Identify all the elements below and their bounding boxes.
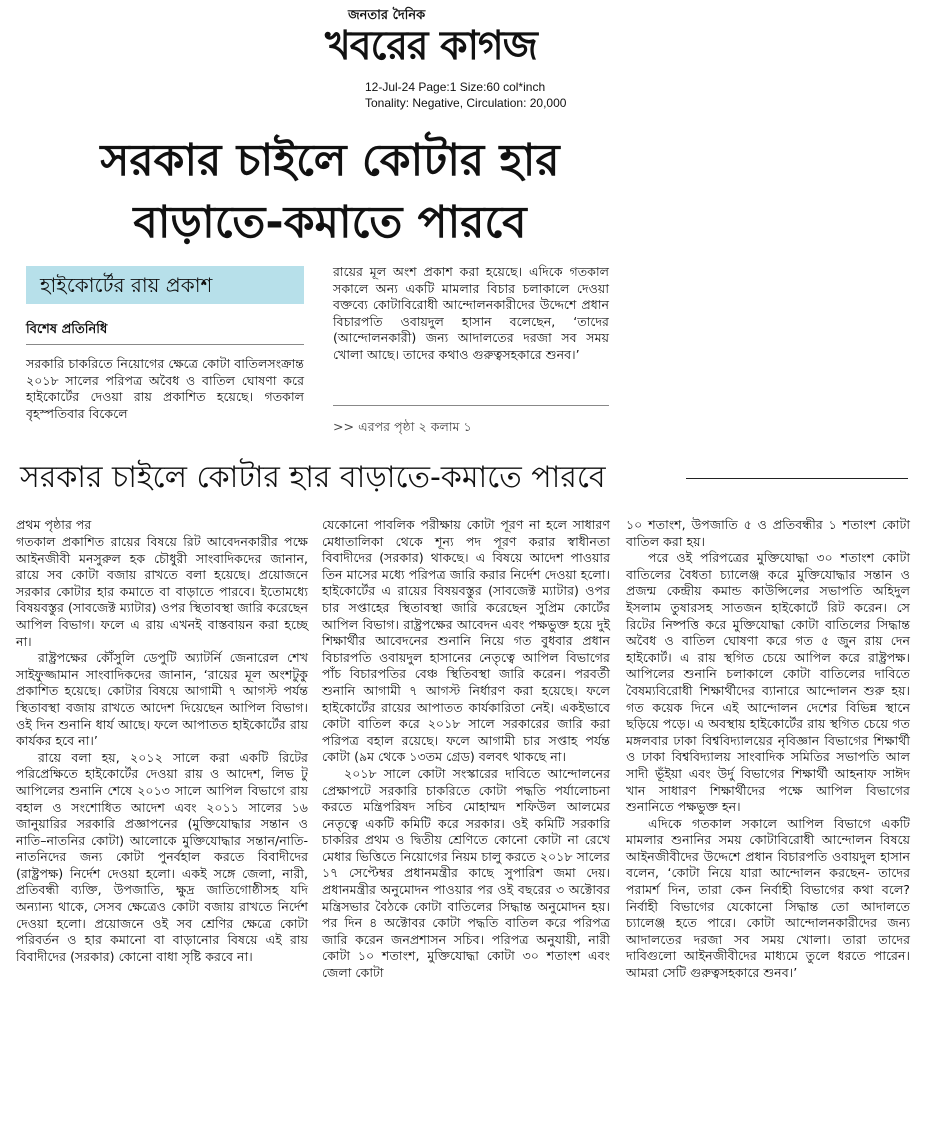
- masthead-kicker: জনতার দৈনিক: [348, 8, 426, 23]
- clipping-meta-tonality: Tonality: Negative, Circulation: 20,000: [365, 96, 567, 110]
- body-paragraph: রায়ে বলা হয়, ২০১২ সালে করা একটি রিটের পরিপ্রেক্ষিতে হাইকোর্টের দেওয়া রায় ও আদেশ, লিভ টু আপিলের শুনানি শেষে ২০১৩ সালে আপিল বিভাগে রায় বহাল ও সংশোধিত আদেশ এবং ২০১১ সালের ১৬ জানুয়ারির সরকারি প্রজ্ঞাপনের (মুক্তিযোদ্ধার সন্তান ও নাতি–নাতনির কোটা) আলোকে মুক্তিযোদ্ধার সন্তান/নাতি-নাতনিদের জন্য কোটা পুনর্বহাল করতে বিবাদীদের (রাষ্ট্রপক্ষ) নির্দেশ দেওয়া হলো। একই সঙ্গে জেলা, নারী, প্রতিবন্ধী ব্যক্তি, উপজাতি, ক্ষুদ্র জাতিগোষ্ঠীসহ যদি অন্যান্য থাকে, সেসব ক্ষেত্রেও কোটা বজায় রাখতে নির্দেশ দেওয়া হলো। প্রয়োজনে ওই সব শ্রেণির ক্ষেত্রে কোটা পরিবর্তন ও হার কমানো বা বাড়ানোর বিষয়ে এই রায় বিবাদীদের (সরকার) কোনো বাধা সৃষ্টি করবে না।: [16, 749, 308, 964]
- intro-paragraph-left: সরকারি চাকরিতে নিয়োগের ক্ষেত্রে কোটা বাতিলসংক্রান্ত ২০১৮ সালের পরিপত্র অবৈধ ও বাতিল ঘোষণা করে হাইকোর্টের দেওয়া রায় প্রকাশিত হয়েছে। গতকাল বৃহস্পতিবার বিকেলে: [26, 356, 304, 421]
- continuation-headline: সরকার চাইলে কোটার হার বাড়াতে-কমাতে পারবে: [20, 460, 606, 495]
- headline-rule: [686, 478, 908, 479]
- body-paragraph: গতকাল প্রকাশিত রায়ের বিষয়ে রিট আবেদনকারীর পক্ষে আইনজীবী মনসুরুল হক চৌধুরী সাংবাদিকদের জানান, রায়ে সব কোটা বজায় রাখতে বলা হয়েছে। প্রয়োজনে সরকার কোটার হার কমাতে বা বাড়াতে পারবে। ইতোমধ্যে বিষয়বস্তুর (সাবজেক্ট ম্যাটার) ওপর স্থিতাবস্থা জারি করেছেন আপিল বিভাগ। ফলে এ রায় এখনই বাস্তবায়ন করা হচ্ছে না।: [16, 534, 308, 649]
- clipping-meta-date: 12-Jul-24 Page:1 Size:60 col*inch: [365, 80, 546, 94]
- body-paragraph: রাষ্ট্রপক্ষের কৌঁসুলি ডেপুটি অ্যাটর্নি জেনারেল শেখ সাইফুজ্জামান সাংবাদিকদের জানান, ‘রায়ের মূল অংশটুকু প্রকাশিত হয়েছে। কোটার বিষয়ে আগামী ৭ আগস্ট পর্যন্ত স্থিতাবস্থা বজায় রাখতে আদেশ দিয়েছেন আপিল বিভাগ। ওই দিন শুনানি ধার্য আছে। ফলে আপাতত হাইকোর্টের রায় কার্যকর হবে না।’: [16, 650, 308, 749]
- body-column-3: [626, 517, 910, 982]
- article-headline: সরকার চাইলে কোটার হার বাড়াতে-কমাতে পারবে: [100, 135, 560, 248]
- body-paragraph: ২০১৮ সালে কোটা সংস্কারের দাবিতে আন্দোলনের প্রেক্ষাপটে সরকারি চাকরিতে কোটা পদ্ধতি পর্যালোচনা করতে মন্ত্রিপরিষদ সচিব মোহাম্মদ শফিউল আলমের নেতৃত্বে একটি কমিটি করে সরকার। ওই কমিটি সরকারি চাকরির প্রথম ও দ্বিতীয় শ্রেণিতে কোনো কোটা না রেখে মেধার ভিত্তিতে নিয়োগের নিয়ম চালু করতে ২০১৮ সালের ১৭ সেপ্টেম্বর প্রধানমন্ত্রীর কাছে সুপারিশ জমা দেয়। প্রধানমন্ত্রীর অনুমোদন পাওয়ার পর ওই বছরের ৩ অক্টোবর মন্ত্রিসভার বৈঠকে কোটা বাতিলের সিদ্ধান্ত অনুমোদন হয়। পর দিন ৪ অক্টোবর কোটা পদ্ধতি বাতিল করে পরিপত্র জারি করেন জনপ্রশাসন সচিব। পরিপত্র অনুযায়ী, নারী কোটা ১০ শতাংশ, মুক্তিযোদ্ধা কোটা ৩০ শতাংশ এবং জেলা কোটা: [322, 765, 610, 981]
- article-kicker: হাইকোর্টের রায় প্রকাশ: [40, 273, 213, 297]
- body-paragraph: ১০ শতাংশ, উপজাতি ৫ ও প্রতিবন্ধীর ১ শতাংশ কোটা বাতিল করা হয়।: [626, 517, 910, 549]
- body-paragraph: এদিকে গতকাল সকালে আপিল বিভাগে একটি মামলার শুনানির সময় কোটাবিরোধী আন্দোলন বিষয়ে আইনজীবীদের উদ্দেশে প্রধান বিচারপতি ওবায়দুল হাসান বলেন, ‘কোটা নিয়ে যারা আন্দোলন করছেন- তাদের পরামর্শ দিন, তারা কেন নির্বাহী বিভাগের কথা বলে? নির্বাহী বিভাগের যেকোনো সিদ্ধান্ত তো আদালতে চ্যালেঞ্জ হতে পারে। কোটা আন্দোলনকারীদের জন্য আদালতের দরজা সব সময় খোলা। তারা তাদের দাবিগুলো আইনজীবীদের মাধ্যমে তুলে ধরতে পারেন। আমরা সেটি গুরুত্বসহকারে শুনব।’: [626, 815, 910, 981]
- body-paragraph: যেকোনো পাবলিক পরীক্ষায় কোটা পূরণ না হলে সাধারণ মেধাতালিকা থেকে শূন্য পদ পূরণ করার স্বাধীনতা বিবাদীদের (সরকার) থাকছে। এ বিষয়ে আদেশ পাওয়ার তিন মাসের মধ্যে পরিপত্র জারি করার নির্দেশ দেওয়া হলো। হাইকোর্টের এ রায়ের বিষয়বস্তুর (সাবজেক্ট ম্যাটার) ওপর চার সপ্তাহের স্থিতাবস্থা জারি করেছেন সুপ্রিম কোর্টের আপিল বিভাগ। রাষ্ট্রপক্ষের আবেদন এবং পক্ষভুক্ত হয়ে দুই শিক্ষার্থীর আবেদনের শুনানি নিয়ে গত বুধবার প্রধান বিচারপতি ওবায়দুল হাসানের নেতৃত্বে আপিল বিভাগের পাঁচ বিচারপতির বেঞ্চ স্থিতিবস্থা জারি করেন। পরবর্তী শুনানি আগামী ৭ আগস্ট নির্ধারণ করা হয়েছে। ফলে হাইকোর্টের রায়ের আপাতত কার্যকারিতা নেই। একইভাবে কোটা বাতিল করে ২০১৮ সালে সরকারের জারি করা পরিপত্র বহাল রয়েছে। ফলে আগামী চার সপ্তাহ পর্যন্ত কোটা (৯ম থেকে ১৩তম গ্রেড) বলবৎ থাকছে না।: [322, 517, 610, 765]
- intro-paragraph-right: রায়ের মূল অংশ প্রকাশ করা হয়েছে। এদিকে গতকাল সকালে অন্য একটি মামলার বিচার চলাকালে দেওয়া বক্তব্যে কোটাবিরোধী আন্দোলনকারীদের উদ্দেশে প্রধান বিচারপতি ওবায়দুল হাসান বলেছেন, ‘তাদের (আন্দোলনকারী) জন্য আদালতের দরজা সব সময় খোলা আছে। তাদের কথাও গুরুত্বসহকারে শুনব।’: [333, 264, 609, 362]
- continuation-jump-line: >> এরপর পৃষ্ঠা ২ কলাম ১: [333, 419, 472, 434]
- divider: [26, 344, 304, 345]
- divider: [333, 405, 609, 406]
- body-column-1: [16, 534, 308, 965]
- body-paragraph: পরে ওই পরিপত্রের মুক্তিযোদ্ধা ৩০ শতাংশ কোটা বাতিলের বৈধতা চ্যালেঞ্জ করে মুক্তিযোদ্ধার সন্তান ও প্রজন্ম কেন্দ্রীয় কমান্ড কাউন্সিলের সভাপতি অহিদুল ইসলাম তুষারসহ সাতজন হাইকোর্টে রিট করেন। সে রিটের নিষ্পত্তি করে মুক্তিযোদ্ধা কোটা বাতিলের সিদ্ধান্ত অবৈধ ও বাতিল ঘোষণা করে গত ৫ জুন রায় দেন হাইকোর্ট। এ রায় স্থগিত চেয়ে আপিল করে রাষ্ট্রপক্ষ। আপিলের শুনানি চলাকালে কোটা বাতিলের দাবিতে বৈষম্যবিরোধী শিক্ষার্থীদের ব্যানারে আন্দোলন শুরু হয়। গত কয়েক দিনে এই আন্দোলন দেশের বিভিন্ন স্থানে ছড়িয়ে পড়ে। এ অবস্থায় হাইকোর্টের রায় স্থগিত চেয়ে গত মঙ্গলবার ঢাকা বিশ্ববিদ্যালয়ের নৃবিজ্ঞান বিভাগের শিক্ষার্থী ও ঢাকা বিশ্ববিদ্যালয় সাংবাদিক সমিতির সভাপতি আল সাদী ভূঁইয়া এবং উর্দু বিভাগের শিক্ষার্থী আহনাফ সাঈদ খান সাধারণ শিক্ষার্থীদের পক্ষে আপিল বিভাগের শুনানিতে পক্ষভুক্ত হন।: [626, 550, 910, 815]
- article-byline: বিশেষ প্রতিনিধি: [26, 322, 108, 337]
- masthead-title: খবরের কাগজ: [325, 23, 537, 69]
- continuation-label: প্রথম পৃষ্ঠার পর: [16, 517, 92, 532]
- body-column-2: [322, 517, 610, 982]
